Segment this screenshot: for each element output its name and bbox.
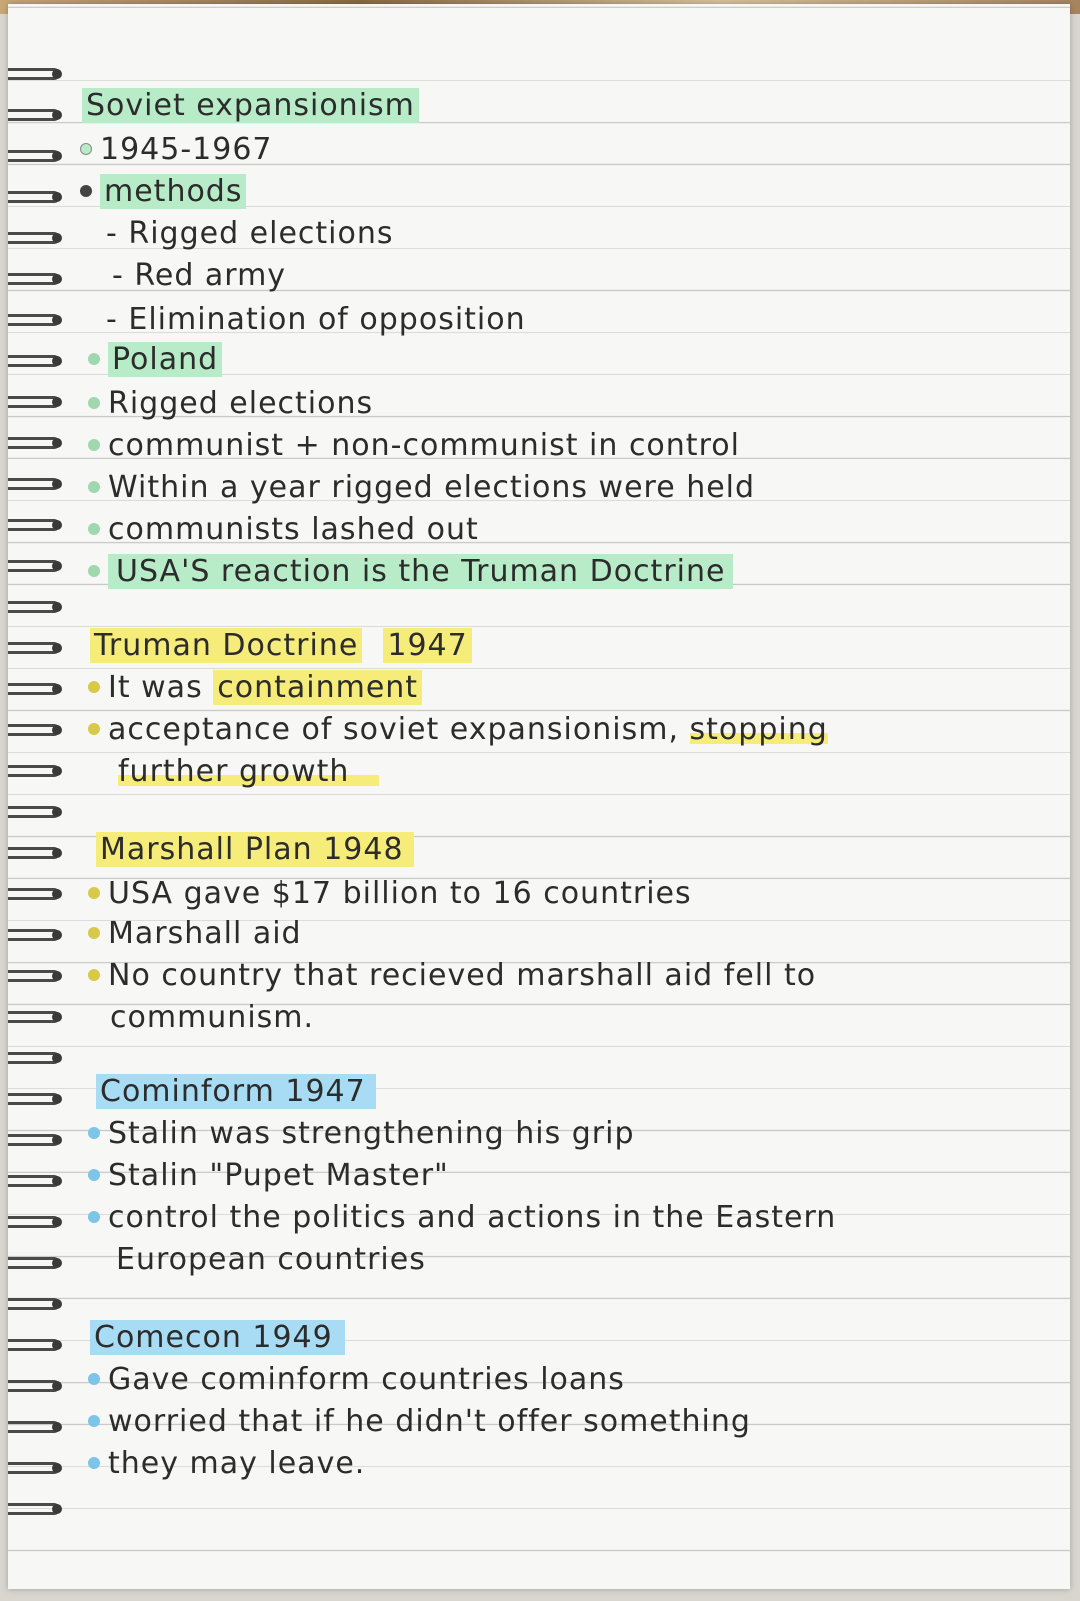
list-item: USA gave $17 billion to 16 countries	[88, 874, 692, 914]
spiral-ring	[8, 843, 64, 863]
list-item: Within a year rigged elections were held	[88, 468, 755, 508]
list-item: 1945-1967	[80, 130, 273, 170]
list-item: Rigged elections	[88, 384, 373, 424]
list-item: communists lashed out	[88, 510, 479, 550]
spiral-ring	[8, 269, 64, 289]
notebook-page	[8, 4, 1070, 1589]
spiral-ring	[8, 1376, 64, 1396]
spiral-ring	[8, 679, 64, 699]
list-item: Gave cominform countries loans	[88, 1360, 625, 1400]
section-title: Soviet expansionism	[82, 86, 419, 126]
spiral-ring	[8, 1089, 64, 1109]
spiral-ring	[8, 146, 64, 166]
list-item: acceptance of soviet expansionism, stopping	[88, 710, 828, 750]
spiral-ring	[8, 64, 64, 84]
section-title: Truman Doctrine 1947	[90, 626, 472, 666]
spiral-ring	[8, 1499, 64, 1519]
list-item: they may leave.	[88, 1444, 365, 1484]
list-item: - Elimination of opposition	[106, 302, 526, 337]
spiral-ring	[8, 884, 64, 904]
list-item: Marshall aid	[88, 914, 302, 954]
spiral-ring	[8, 1171, 64, 1191]
spiral-ring	[8, 597, 64, 617]
spiral-ring	[8, 1294, 64, 1314]
spiral-binding	[8, 64, 68, 1524]
spiral-ring	[8, 1048, 64, 1068]
list-item: European countries	[116, 1242, 426, 1277]
spiral-ring	[8, 1458, 64, 1478]
spiral-ring	[8, 802, 64, 822]
section-title: Comecon 1949	[90, 1318, 345, 1358]
spiral-ring	[8, 351, 64, 371]
spiral-ring	[8, 187, 64, 207]
section-title: Cominform 1947	[96, 1072, 376, 1112]
list-item: It was containment	[88, 668, 422, 708]
list-item: Poland	[88, 340, 222, 380]
spiral-ring	[8, 925, 64, 945]
spiral-ring	[8, 966, 64, 986]
spiral-ring	[8, 1007, 64, 1027]
spiral-ring	[8, 474, 64, 494]
spiral-ring	[8, 392, 64, 412]
list-item: USA'S reaction is the Truman Doctrine	[88, 552, 733, 592]
list-item: worried that if he didn't offer something	[88, 1402, 751, 1442]
spiral-ring	[8, 1335, 64, 1355]
list-item: further growth	[118, 752, 379, 792]
list-item: - Rigged elections	[106, 216, 394, 251]
spiral-ring	[8, 1253, 64, 1273]
spiral-ring	[8, 433, 64, 453]
list-item: Stalin was strengthening his grip	[88, 1114, 635, 1154]
spiral-ring	[8, 1417, 64, 1437]
spiral-ring	[8, 720, 64, 740]
list-item: communism.	[110, 1000, 315, 1035]
list-item: No country that recieved marshall aid fell to	[88, 956, 816, 996]
spiral-ring	[8, 105, 64, 125]
spiral-ring	[8, 638, 64, 658]
spiral-ring	[8, 515, 64, 535]
spiral-ring	[8, 761, 64, 781]
list-item: - Red army	[112, 258, 287, 293]
list-item: methods	[80, 172, 246, 212]
spiral-ring	[8, 228, 64, 248]
spiral-ring	[8, 310, 64, 330]
list-item: control the politics and actions in the Eastern	[88, 1198, 836, 1238]
spiral-ring	[8, 556, 64, 576]
spiral-ring	[8, 1130, 64, 1150]
list-item: communist + non-communist in control	[88, 426, 740, 466]
list-item: Stalin "Pupet Master"	[88, 1156, 449, 1196]
spiral-ring	[8, 1212, 64, 1232]
section-title: Marshall Plan 1948	[96, 830, 414, 870]
